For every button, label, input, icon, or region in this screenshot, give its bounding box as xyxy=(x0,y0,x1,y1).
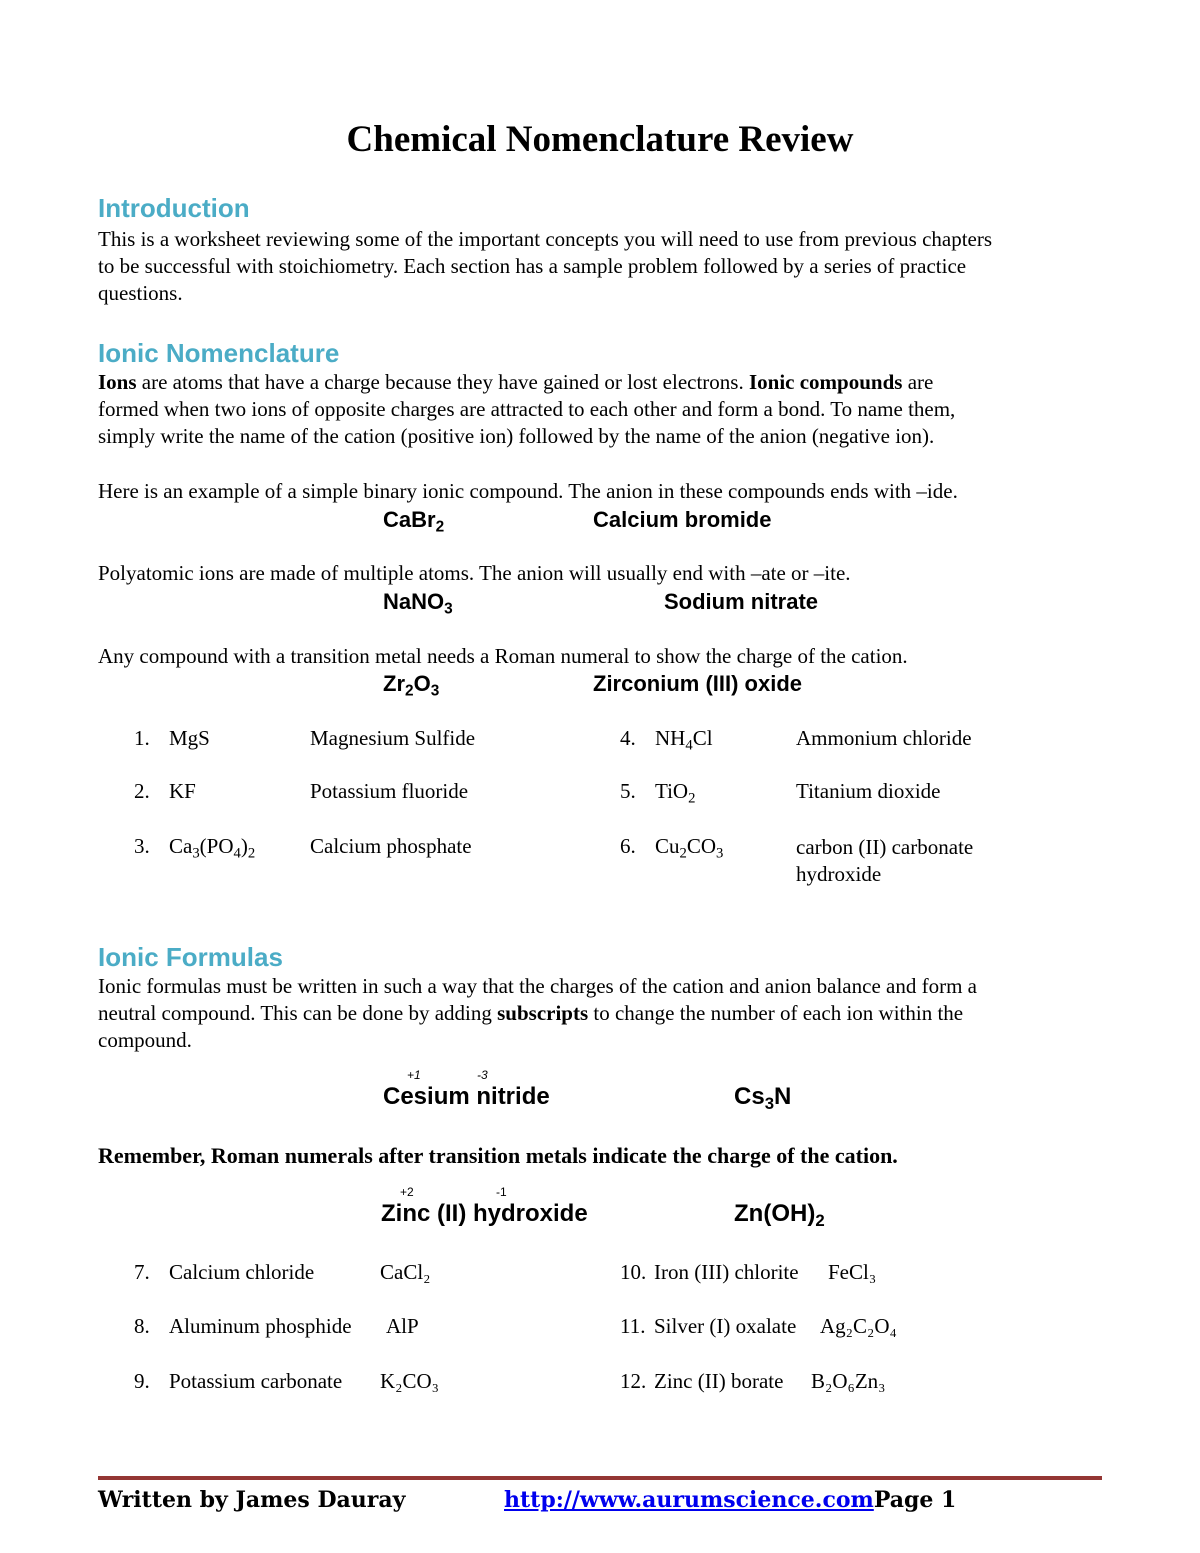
cation-charge: +2 xyxy=(400,1185,414,1199)
formula-part: Cs xyxy=(734,1083,765,1110)
transition-example-name: Zirconium (III) oxide xyxy=(593,671,803,696)
page-number: Page 1 xyxy=(873,1487,957,1513)
footer-rule xyxy=(98,1476,1102,1480)
formula-part: NaNO xyxy=(383,589,445,614)
question-text: Potassium carbonate xyxy=(169,1369,343,1393)
subscript: 2 xyxy=(247,845,256,862)
question-answer: Calcium phosphate xyxy=(310,834,472,858)
question-text: Zinc (II) borate xyxy=(654,1369,784,1393)
subscript: 2 xyxy=(688,790,696,807)
question-number: 10. xyxy=(620,1260,647,1284)
formulas-line-3: compound. xyxy=(98,1028,192,1052)
remember-note: Remember, Roman numerals after transition metals indicate the charge of the cation. xyxy=(98,1143,898,1168)
question-formula: KF xyxy=(169,779,196,803)
formula-part: O xyxy=(413,671,431,696)
question-number: 11. xyxy=(620,1314,646,1338)
nomenclature-line-1 xyxy=(98,369,1108,396)
question-answer: K₂CO₃ xyxy=(380,1369,439,1393)
question-number: 1. xyxy=(134,726,150,750)
subscript: 2 xyxy=(815,1211,825,1231)
formula-part: CO xyxy=(686,834,717,858)
text: to change the number of each ion within the xyxy=(588,1001,964,1025)
question-answer: B₂O₆Zn₃ xyxy=(811,1369,886,1393)
formula-part: Zn(OH) xyxy=(734,1200,816,1227)
subscript: 3 xyxy=(764,1094,775,1114)
subscript: 2 xyxy=(679,845,687,862)
question-formula xyxy=(169,834,256,862)
answer-line: hydroxide xyxy=(796,862,882,886)
formula-part: (PO xyxy=(199,834,234,858)
ionic-nomenclature-paragraph xyxy=(98,369,1108,450)
question-formula xyxy=(655,726,713,754)
formula-part: NH xyxy=(655,726,686,750)
formulas-line-1: Ionic formulas must be written in such a way that the charges of the cation and anion balance and form a xyxy=(98,974,977,998)
introduction-heading: Introduction xyxy=(98,193,250,223)
question-answer: Titanium dioxide xyxy=(796,779,941,803)
question-answer: Ammonium chloride xyxy=(796,726,972,750)
question-formula: MgS xyxy=(169,726,210,750)
subscript: 3 xyxy=(444,600,453,618)
intro-line-3: questions. xyxy=(98,281,183,305)
question-number: 7. xyxy=(134,1260,150,1284)
subscript: 2 xyxy=(435,518,445,536)
subscript: 4 xyxy=(233,845,241,862)
intro-line-1: This is a worksheet reviewing some of the important concepts you will need to use from previous chapters xyxy=(98,227,993,251)
nomenclature-line-2: formed when two ions of opposite charges are attracted to each other and form a bond. To name them, xyxy=(98,397,956,421)
ionic-formulas-paragraph xyxy=(98,973,1108,1054)
question-text: Calcium chloride xyxy=(169,1260,315,1284)
cesium-nitride-name: Cesium nitride xyxy=(383,1083,550,1110)
question-number: 3. xyxy=(134,834,150,858)
transition-example-formula xyxy=(383,671,440,700)
question-text: Iron (III) chlorite xyxy=(654,1260,799,1284)
ionic-formulas-heading: Ionic Formulas xyxy=(98,942,283,972)
term-subscripts: subscripts xyxy=(497,1001,589,1025)
question-answer: CaCl₂ xyxy=(380,1260,431,1284)
polyatomic-example-name: Sodium nitrate xyxy=(664,589,819,614)
question-answer: Potassium fluoride xyxy=(310,779,469,803)
text: neutral compound. This can be done by adding xyxy=(98,1001,498,1025)
anion-charge: -1 xyxy=(496,1185,507,1199)
cation-charge: +1 xyxy=(407,1068,421,1082)
formula-part: CaBr xyxy=(383,507,436,532)
question-answer: FeCl₃ xyxy=(828,1260,877,1284)
ionic-nomenclature-heading: Ionic Nomenclature xyxy=(98,338,340,368)
binary-example-formula xyxy=(383,507,445,536)
question-number: 9. xyxy=(134,1369,150,1393)
question-number: 6. xyxy=(620,834,636,858)
transition-example-text: Any compound with a transition metal needs a Roman numeral to show the charge of the cation. xyxy=(98,644,908,668)
question-text: Silver (I) oxalate xyxy=(654,1314,797,1338)
polyatomic-example-formula xyxy=(383,589,453,618)
footer-right xyxy=(504,1487,956,1513)
subscript: 3 xyxy=(430,682,440,700)
footer-author: Written by James Dauray xyxy=(98,1487,406,1513)
question-answer: Ag₂C₂O₄ xyxy=(820,1314,897,1338)
answer-line: carbon (II) carbonate xyxy=(796,835,974,859)
formula-part: Zr xyxy=(383,671,405,696)
question-number: 5. xyxy=(620,779,636,803)
formula-part: Ca xyxy=(169,834,193,858)
question-number: 2. xyxy=(134,779,150,803)
question-formula xyxy=(655,834,724,862)
formula-part: Cu xyxy=(655,834,680,858)
formula-part: N xyxy=(774,1083,792,1110)
formula-part: ) xyxy=(240,834,248,858)
question-number: 12. xyxy=(620,1369,647,1393)
subscript: 2 xyxy=(405,682,414,700)
formula-part: Cl xyxy=(692,726,713,750)
subscript: 3 xyxy=(192,845,200,862)
cesium-nitride-formula xyxy=(734,1083,792,1114)
question-answer xyxy=(796,834,973,888)
website-link[interactable]: http://www.aurumscience.com xyxy=(504,1487,874,1513)
text: are atoms that have a charge because they have gained or lost electrons. xyxy=(136,370,749,394)
question-answer: Magnesium Sulfide xyxy=(310,726,476,750)
question-number: 8. xyxy=(134,1314,150,1338)
zinc-hydroxide-formula xyxy=(734,1200,825,1231)
binary-example-name: Calcium bromide xyxy=(593,507,772,532)
introduction-paragraph xyxy=(98,226,1108,307)
term-ionic-compounds: Ionic compounds xyxy=(748,370,903,394)
binary-example-text: Here is an example of a simple binary ionic compound. The anion in these compounds ends with –ide. xyxy=(98,479,958,503)
formulas-line-2 xyxy=(98,1000,1108,1027)
question-answer: AlP xyxy=(386,1314,419,1338)
zinc-hydroxide-name: Zinc (II) hydroxide xyxy=(381,1200,588,1227)
text: are xyxy=(902,370,934,394)
subscript: 3 xyxy=(716,845,724,862)
nomenclature-line-3: simply write the name of the cation (positive ion) followed by the name of the anion (negative ion). xyxy=(98,424,935,448)
polyatomic-example-text: Polyatomic ions are made of multiple atoms. The anion will usually end with –ate or –ite. xyxy=(98,561,851,585)
anion-charge: -3 xyxy=(477,1068,488,1082)
question-number: 4. xyxy=(620,726,636,750)
question-text: Aluminum phosphide xyxy=(169,1314,352,1338)
term-ions: Ions xyxy=(98,370,137,394)
formula-part: TiO xyxy=(655,779,689,803)
subscript: 4 xyxy=(685,737,693,754)
question-formula xyxy=(655,779,696,807)
intro-line-2: to be successful with stoichiometry. Each section has a sample problem followed by a series of practice xyxy=(98,254,967,278)
page-title: Chemical Nomenclature Review xyxy=(346,119,854,160)
